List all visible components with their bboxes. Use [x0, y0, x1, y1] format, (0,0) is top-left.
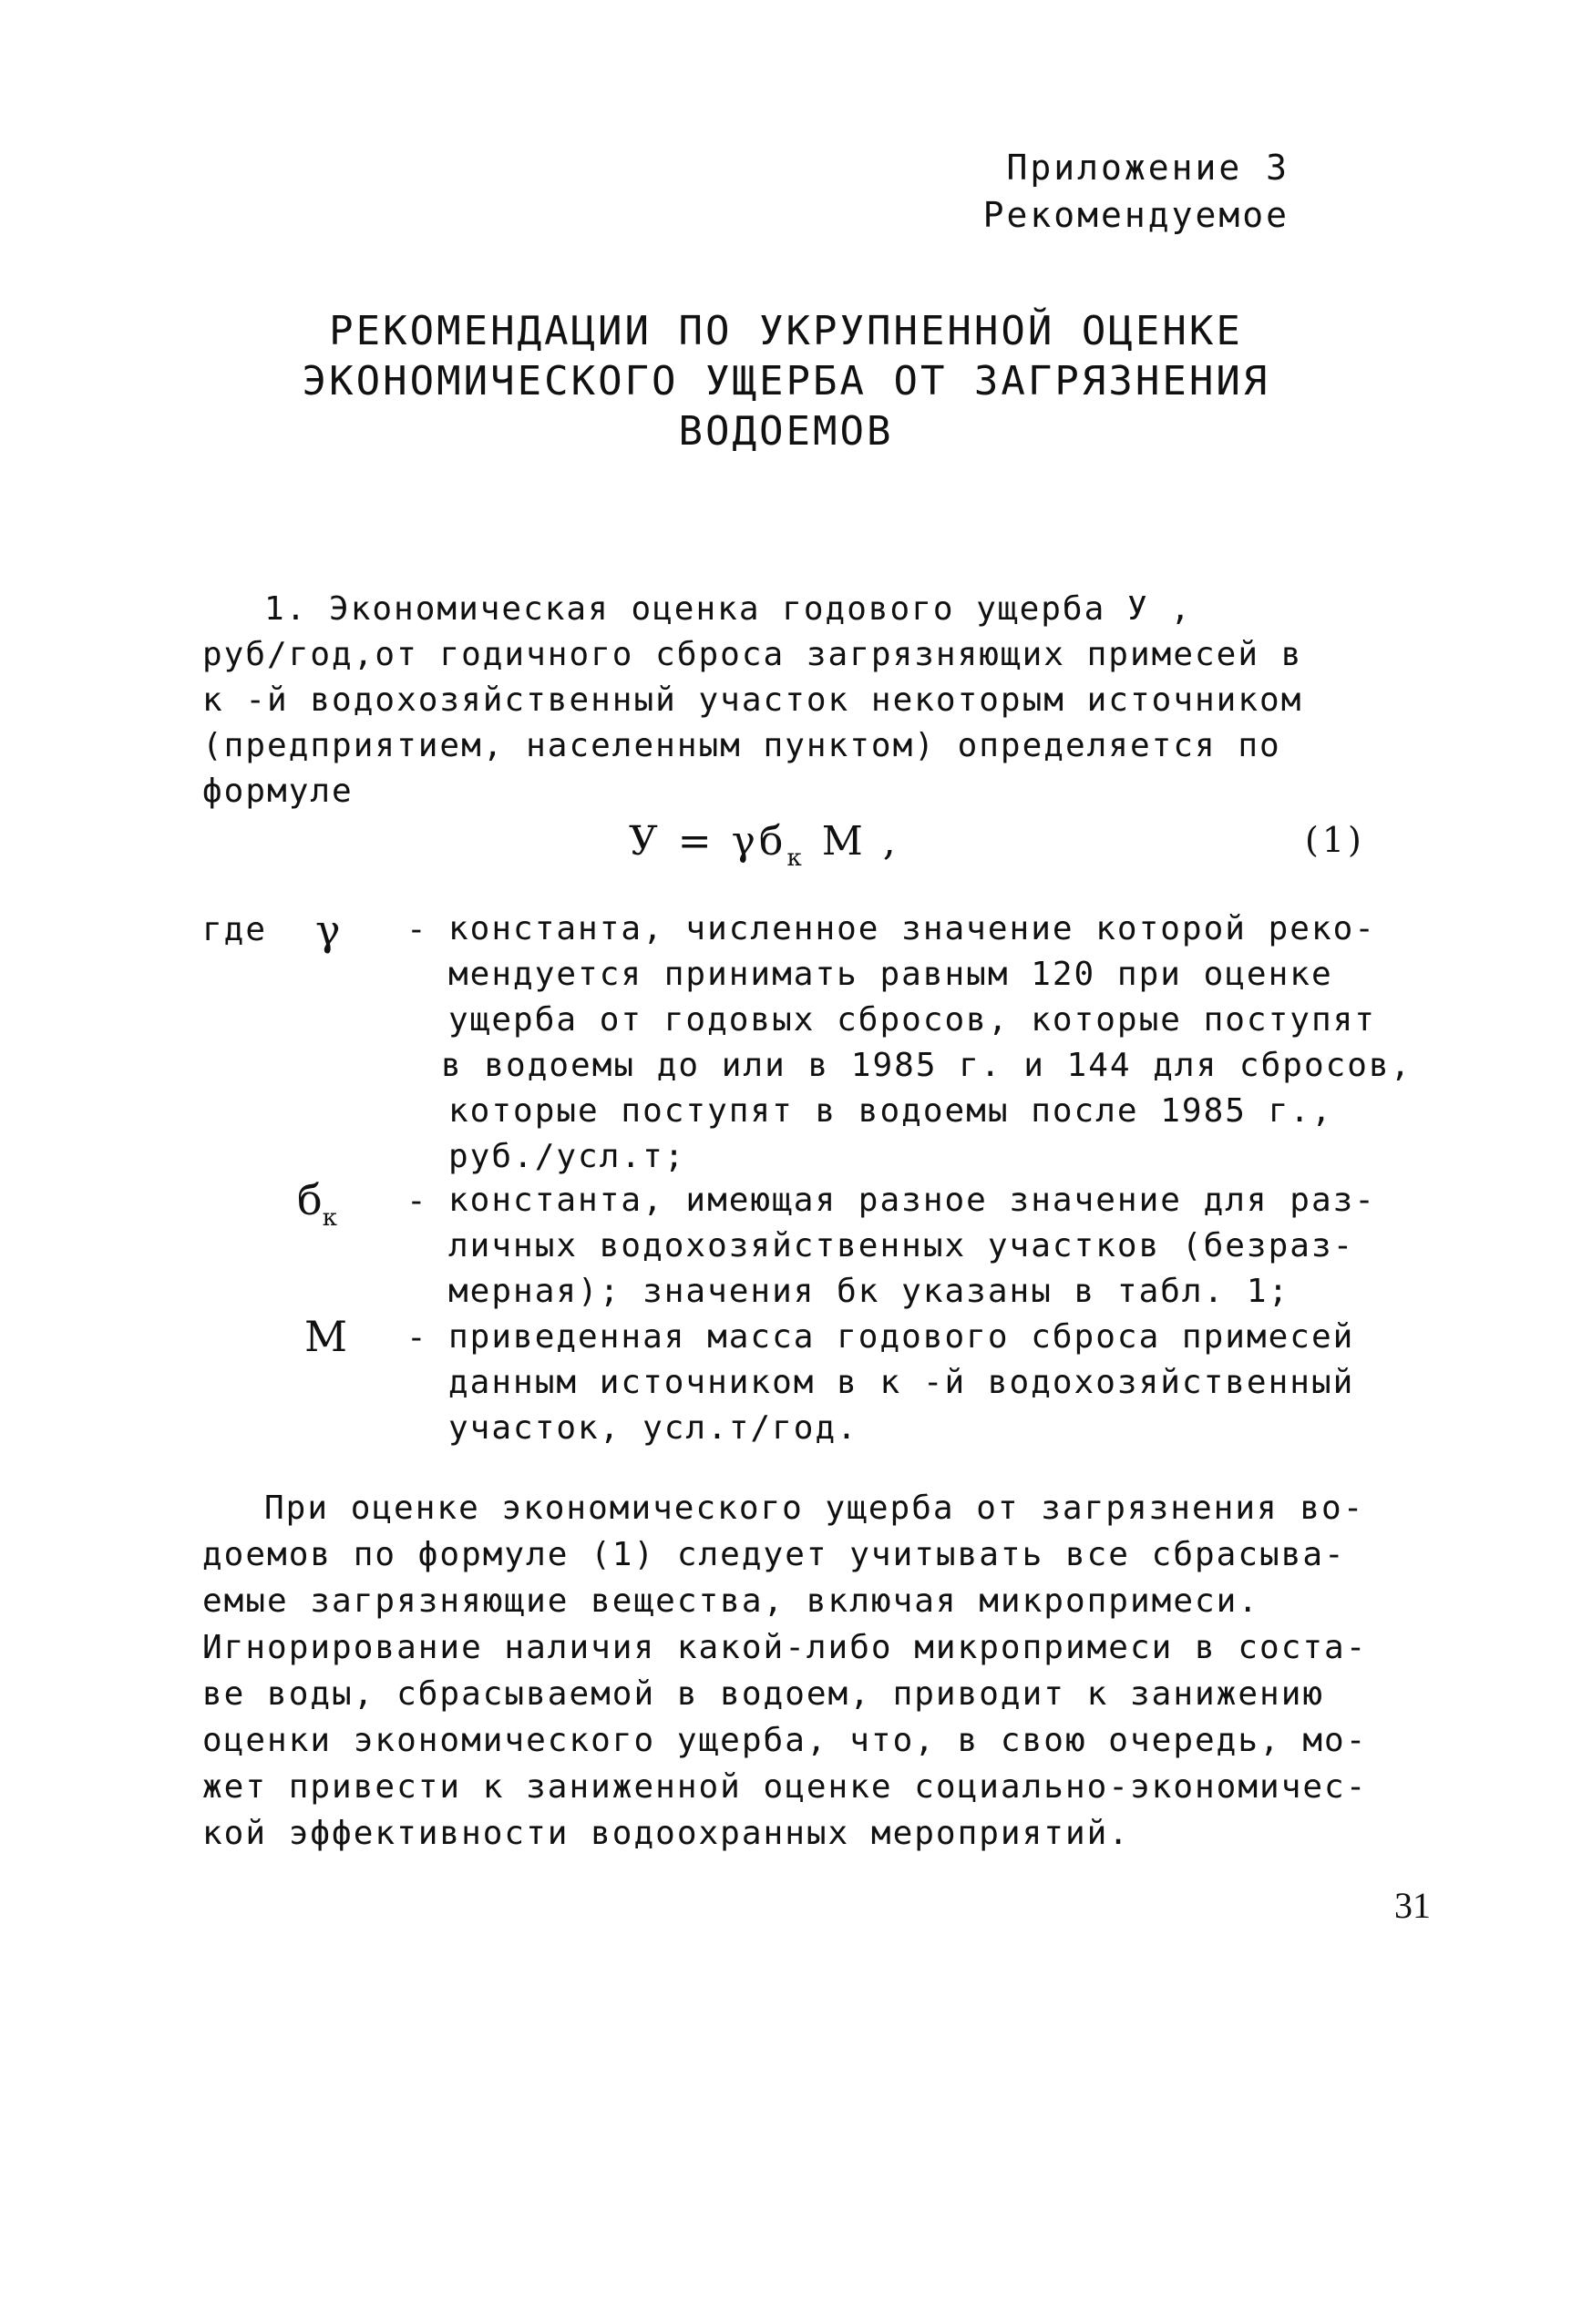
formula-lhs: У = γб — [629, 818, 787, 865]
sigma-line-2: личных водохозяйственных участков (безраз- — [448, 1227, 1355, 1264]
sigma-line-1: константа, имеющая разное значение для раз- — [448, 1182, 1376, 1219]
mass-line-1: приведенная масса годового сброса примесей — [448, 1318, 1355, 1356]
gamma-line-5: которые поступят в водоемы после 1985 г., — [448, 1092, 1333, 1130]
body-paragraph — [202, 1485, 1367, 1857]
gamma-dash: - — [406, 911, 426, 948]
paragraph-line-3: емые загрязняющие вещества, включая микропримеси. — [202, 1582, 1260, 1620]
appendix-status: Рекомендуемое — [982, 195, 1289, 235]
paragraph-line-5: ве воды, сбрасываемой в водоем, приводит к занижению — [202, 1675, 1325, 1713]
paragraph-line-2: доемов по формуле (1) следует учитывать все сбрасыва- — [202, 1536, 1346, 1573]
mass-line-3: участок, усл.т/год. — [448, 1409, 858, 1447]
sigma-line-3: мерная); значения бк указаны в табл. 1; — [448, 1273, 1290, 1310]
sigma-letter: б — [297, 1175, 323, 1224]
title-line-3: ВОДОЕМОВ — [678, 408, 894, 455]
gamma-line-1: константа, численное значение которой реко- — [448, 910, 1376, 947]
gamma-line-2: мендуется принимать равным 120 при оценке — [448, 956, 1333, 993]
intro-line-1: 1. Экономическая оценка годового ущерба У , — [264, 590, 1192, 628]
gamma-definition — [441, 906, 1413, 1180]
gamma-line-6: руб./усл.т; — [448, 1138, 686, 1175]
gamma-symbol: γ — [315, 906, 341, 955]
title-line-2: ЭКОНОМИЧЕСКОГО УЩЕРБА ОТ ЗАГРЯЗНЕНИЯ — [302, 358, 1270, 404]
formula — [629, 818, 899, 872]
formula-subscript: к — [786, 845, 806, 872]
intro-line-3: к -й водохозяйственный участок некоторым источником — [202, 681, 1303, 719]
paragraph-line-4: Игнорирование наличия какой-либо микропримеси в соста- — [202, 1629, 1368, 1666]
intro-line-4: (предприятием, населенным пунктом) определяется по — [202, 727, 1281, 764]
formula-number: (1) — [1305, 820, 1365, 860]
sigma-symbol — [297, 1175, 337, 1232]
paragraph-line-1: При оценке экономического ущерба от загрязнения во- — [264, 1490, 1365, 1527]
page-number: 31 — [1394, 1885, 1431, 1926]
intro-line-5: формуле — [202, 773, 354, 810]
gamma-line-4: в водоемы до или в 1985 г. и 144 для сбросов, — [441, 1047, 1413, 1084]
sigma-dash: - — [406, 1182, 426, 1220]
paragraph-line-7: жет привести к заниженной оценке социально-экономичес- — [202, 1768, 1368, 1806]
document-title — [0, 306, 1572, 456]
where-label: где — [202, 911, 268, 948]
mass-definition — [448, 1315, 1354, 1451]
appendix-label: Приложение 3 — [1006, 148, 1289, 188]
paragraph-line-8: кой эффективности водоохранных мероприятий. — [202, 1815, 1130, 1852]
mass-dash: - — [406, 1319, 426, 1357]
gamma-line-3: ущерба от годовых сбросов, которые поступят — [448, 1001, 1376, 1039]
sigma-subscript: к — [322, 1204, 337, 1232]
title-line-1: РЕКОМЕНДАЦИИ ПО УКРУПНЕННОЙ ОЦЕНКЕ — [329, 308, 1243, 354]
formula-rhs: М , — [821, 818, 899, 865]
mass-line-2: данным источником в к -й водохозяйственный — [448, 1364, 1355, 1401]
paragraph-line-6: оценки экономического ущерба, что, в свою очередь, мо- — [202, 1722, 1368, 1759]
intro-line-2: руб/год,от годичного сброса загрязняющих примесей в — [202, 636, 1303, 673]
sigma-definition — [448, 1178, 1376, 1315]
mass-symbol: М — [304, 1312, 348, 1361]
